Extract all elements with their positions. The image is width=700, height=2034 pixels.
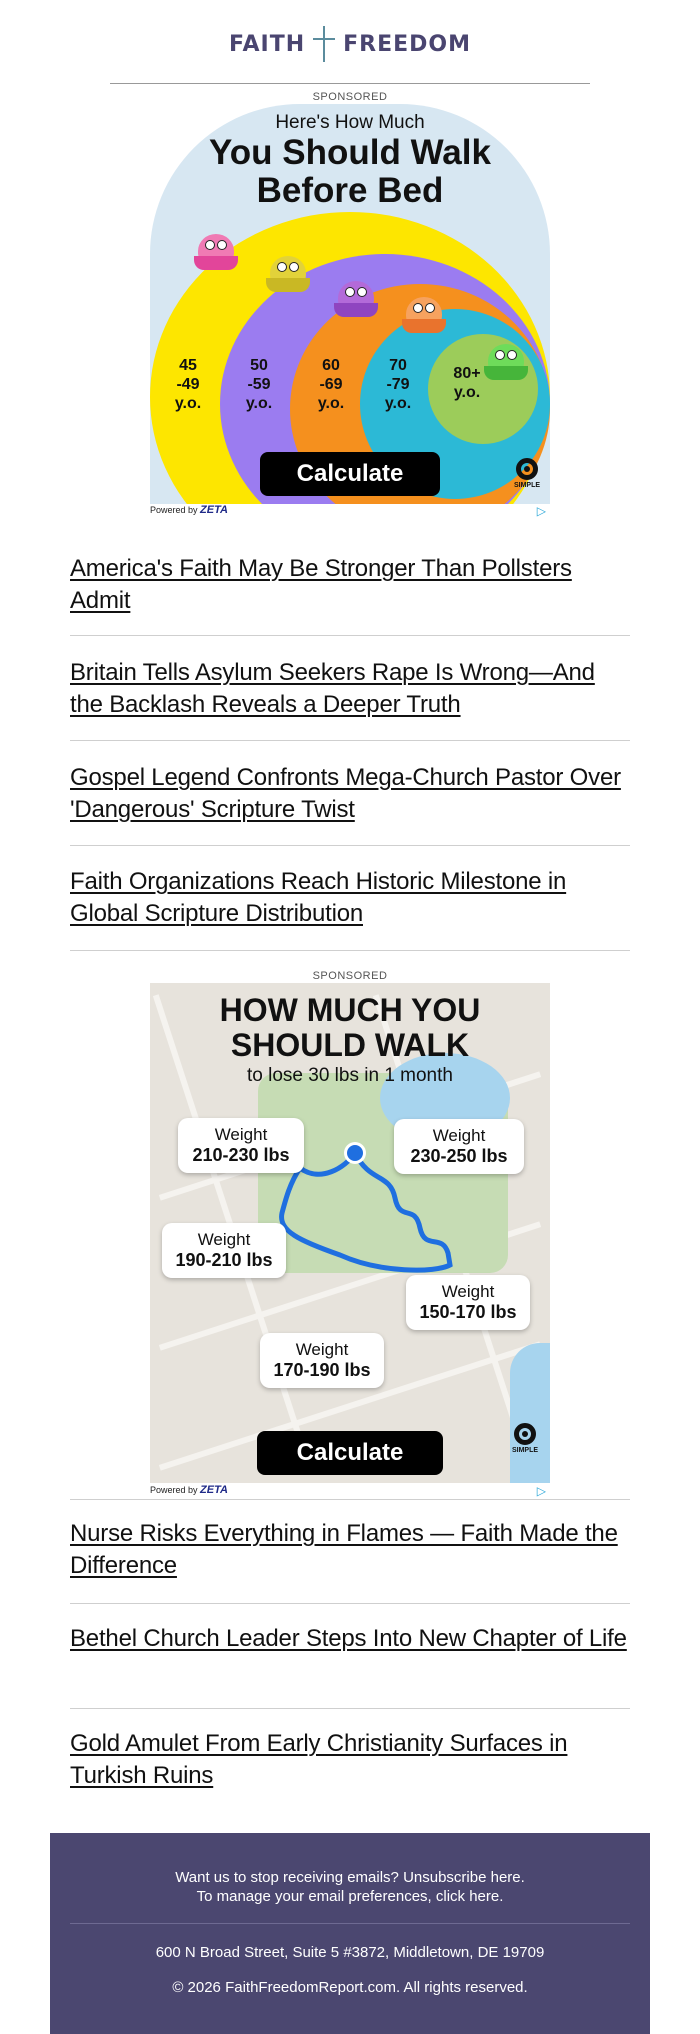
sponsored-label: SPONSORED [312, 970, 388, 982]
brand-name-left: FAITH [228, 31, 306, 57]
header-divider [110, 83, 590, 84]
character-icon [270, 256, 306, 290]
article-divider [70, 635, 630, 636]
calculate-button[interactable]: Calculate [260, 452, 440, 496]
character-icon [198, 234, 234, 268]
simple-logo: SIMPLE [508, 1423, 542, 1454]
age-label-80-plus: 80+ y.o. [453, 365, 481, 401]
article-link[interactable]: Faith Organizations Reach Historic Milestone in Global Scripture Distribution [70, 868, 567, 927]
copyright-notice: © 2026 FaithFreedomReport.com. All rights reserved. [172, 1979, 528, 1996]
ad-title [150, 134, 550, 210]
article-link[interactable]: Gospel Legend Confronts Mega-Church Pastor Over 'Dangerous' Scripture Twist [70, 764, 621, 823]
zeta-logo[interactable]: ZETA [200, 1484, 228, 1496]
powered-by-label: Powered by [150, 1485, 198, 1495]
age-label-70-79: 70 -79 y.o. [384, 357, 412, 412]
ad-kicker: Here's How Much [275, 112, 425, 133]
walk-to-lose-weight-ad[interactable] [150, 983, 550, 1483]
age-label-60-69: 60 -69 y.o. [317, 357, 345, 412]
sponsored-label: SPONSORED [312, 91, 388, 103]
brand-logo[interactable] [0, 22, 700, 66]
article-link[interactable]: America's Faith May Be Stronger Than Pollsters Admit [70, 555, 572, 614]
weight-card: Weight 210-230 lbs [178, 1118, 304, 1173]
ad-title [150, 993, 550, 1063]
powered-by-label: Powered by [150, 505, 198, 515]
email-footer [50, 1833, 650, 2034]
simple-icon [514, 1423, 536, 1445]
ad-title-line1: You Should Walk [209, 133, 491, 172]
zeta-logo[interactable]: ZETA [200, 504, 228, 516]
unsubscribe-link[interactable]: Want us to stop receiving emails? Unsubscribe here. [175, 1869, 525, 1886]
powered-by-bar [150, 1484, 550, 1498]
preferences-link[interactable]: To manage your email preferences, click here. [196, 1888, 504, 1905]
article-divider [70, 740, 630, 741]
ad-title-line1: HOW MUCH YOU [219, 992, 481, 1028]
weight-card: Weight 170-190 lbs [260, 1333, 384, 1388]
ad-title-line2: Before Bed [256, 171, 444, 210]
weight-card: Weight 150-170 lbs [406, 1275, 530, 1330]
article-divider [70, 1708, 630, 1709]
article-divider [70, 1499, 630, 1500]
character-icon [406, 297, 442, 331]
ad-title-line2: SHOULD WALK [230, 1027, 470, 1063]
article-divider [70, 950, 630, 951]
weight-card: Weight 230-250 lbs [394, 1119, 524, 1174]
article-link[interactable]: Britain Tells Asylum Seekers Rape Is Wrong—And the Backlash Reveals a Deeper Truth [70, 659, 595, 718]
footer-divider [70, 1923, 630, 1924]
article-link[interactable]: Bethel Church Leader Steps Into New Chapter of Life [70, 1625, 627, 1652]
weight-card: Weight 190-210 lbs [162, 1223, 286, 1278]
mailing-address: 600 N Broad Street, Suite 5 #3872, Middletown, DE 19709 [155, 1944, 545, 1961]
walk-before-bed-ad[interactable] [150, 104, 550, 504]
article-link[interactable]: Nurse Risks Everything in Flames — Faith Made the Difference [70, 1520, 618, 1579]
cross-icon [313, 26, 335, 62]
character-icon [338, 281, 374, 315]
ad-subtitle: to lose 30 lbs in 1 month [247, 1065, 453, 1086]
age-label-45-49: 45 -49 y.o. [174, 357, 202, 412]
age-label-50-59: 50 -59 y.o. [245, 357, 273, 412]
article-link[interactable]: Gold Amulet From Early Christianity Surfaces in Turkish Ruins [70, 1730, 568, 1789]
simple-icon [516, 458, 538, 480]
brand-name-right: FREEDOM [343, 31, 472, 57]
adchoices-icon[interactable]: ▷ [536, 504, 546, 518]
character-icon [488, 344, 524, 378]
article-divider [70, 845, 630, 846]
adchoices-icon[interactable]: ▷ [536, 1484, 546, 1498]
powered-by-bar [150, 504, 550, 518]
calculate-button[interactable]: Calculate [257, 1431, 443, 1475]
article-divider [70, 1603, 630, 1604]
simple-logo: SIMPLE [510, 458, 544, 489]
